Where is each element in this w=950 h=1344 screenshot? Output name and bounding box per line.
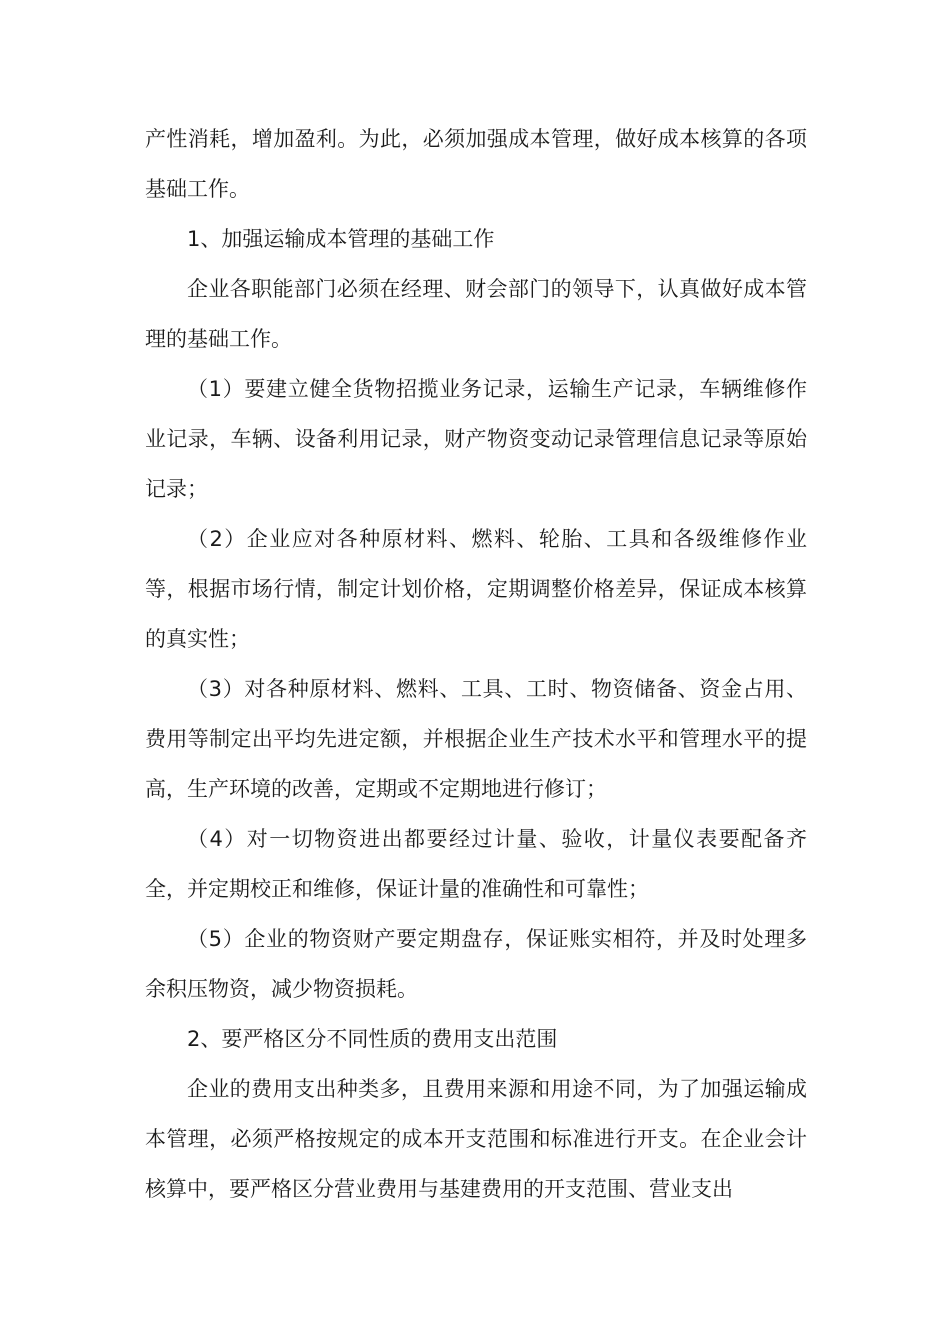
list-item-3: （3）对各种原材料、燃料、工具、工时、物资储备、资金占用、费用等制定出平均先进定额，并根据企业生产技术水平和管理水平的提高，生产环境的改善，定期或不定期地进行修订；	[145, 677, 807, 801]
list-item-4: （4）对一切物资进出都要经过计量、验收，计量仪表要配备齐全，并定期校正和维修，保证计量的准确性和可靠性；	[145, 827, 807, 901]
paragraph: 企业的费用支出种类多，且费用来源和用途不同，为了加强运输成本管理，必须严格按规定的成本开支范围和标准进行开支。在企业会计核算中，要严格区分营业费用与基建费用的开支范围、营业支出	[145, 1077, 807, 1201]
section-heading-2: 2、要严格区分不同性质的费用支出范围	[187, 1027, 558, 1051]
section-heading-1: 1、加强运输成本管理的基础工作	[187, 227, 495, 251]
paragraph-continuation: 产性消耗，增加盈利。为此，必须加强成本管理，做好成本核算的各项基础工作。	[145, 127, 807, 201]
paragraph: 企业各职能部门必须在经理、财会部门的领导下，认真做好成本管理的基础工作。	[145, 277, 807, 351]
document-body	[145, 114, 807, 1214]
list-item-2: （2）企业应对各种原材料、燃料、轮胎、工具和各级维修作业等，根据市场行情，制定计划价格，定期调整价格差异，保证成本核算的真实性；	[145, 527, 807, 651]
list-item-5: （5）企业的物资财产要定期盘存，保证账实相符，并及时处理多余积压物资，减少物资损耗。	[145, 927, 807, 1001]
list-item-1: （1）要建立健全货物招揽业务记录，运输生产记录，车辆维修作业记录，车辆、设备利用记录，财产物资变动记录管理信息记录等原始记录；	[145, 377, 807, 501]
